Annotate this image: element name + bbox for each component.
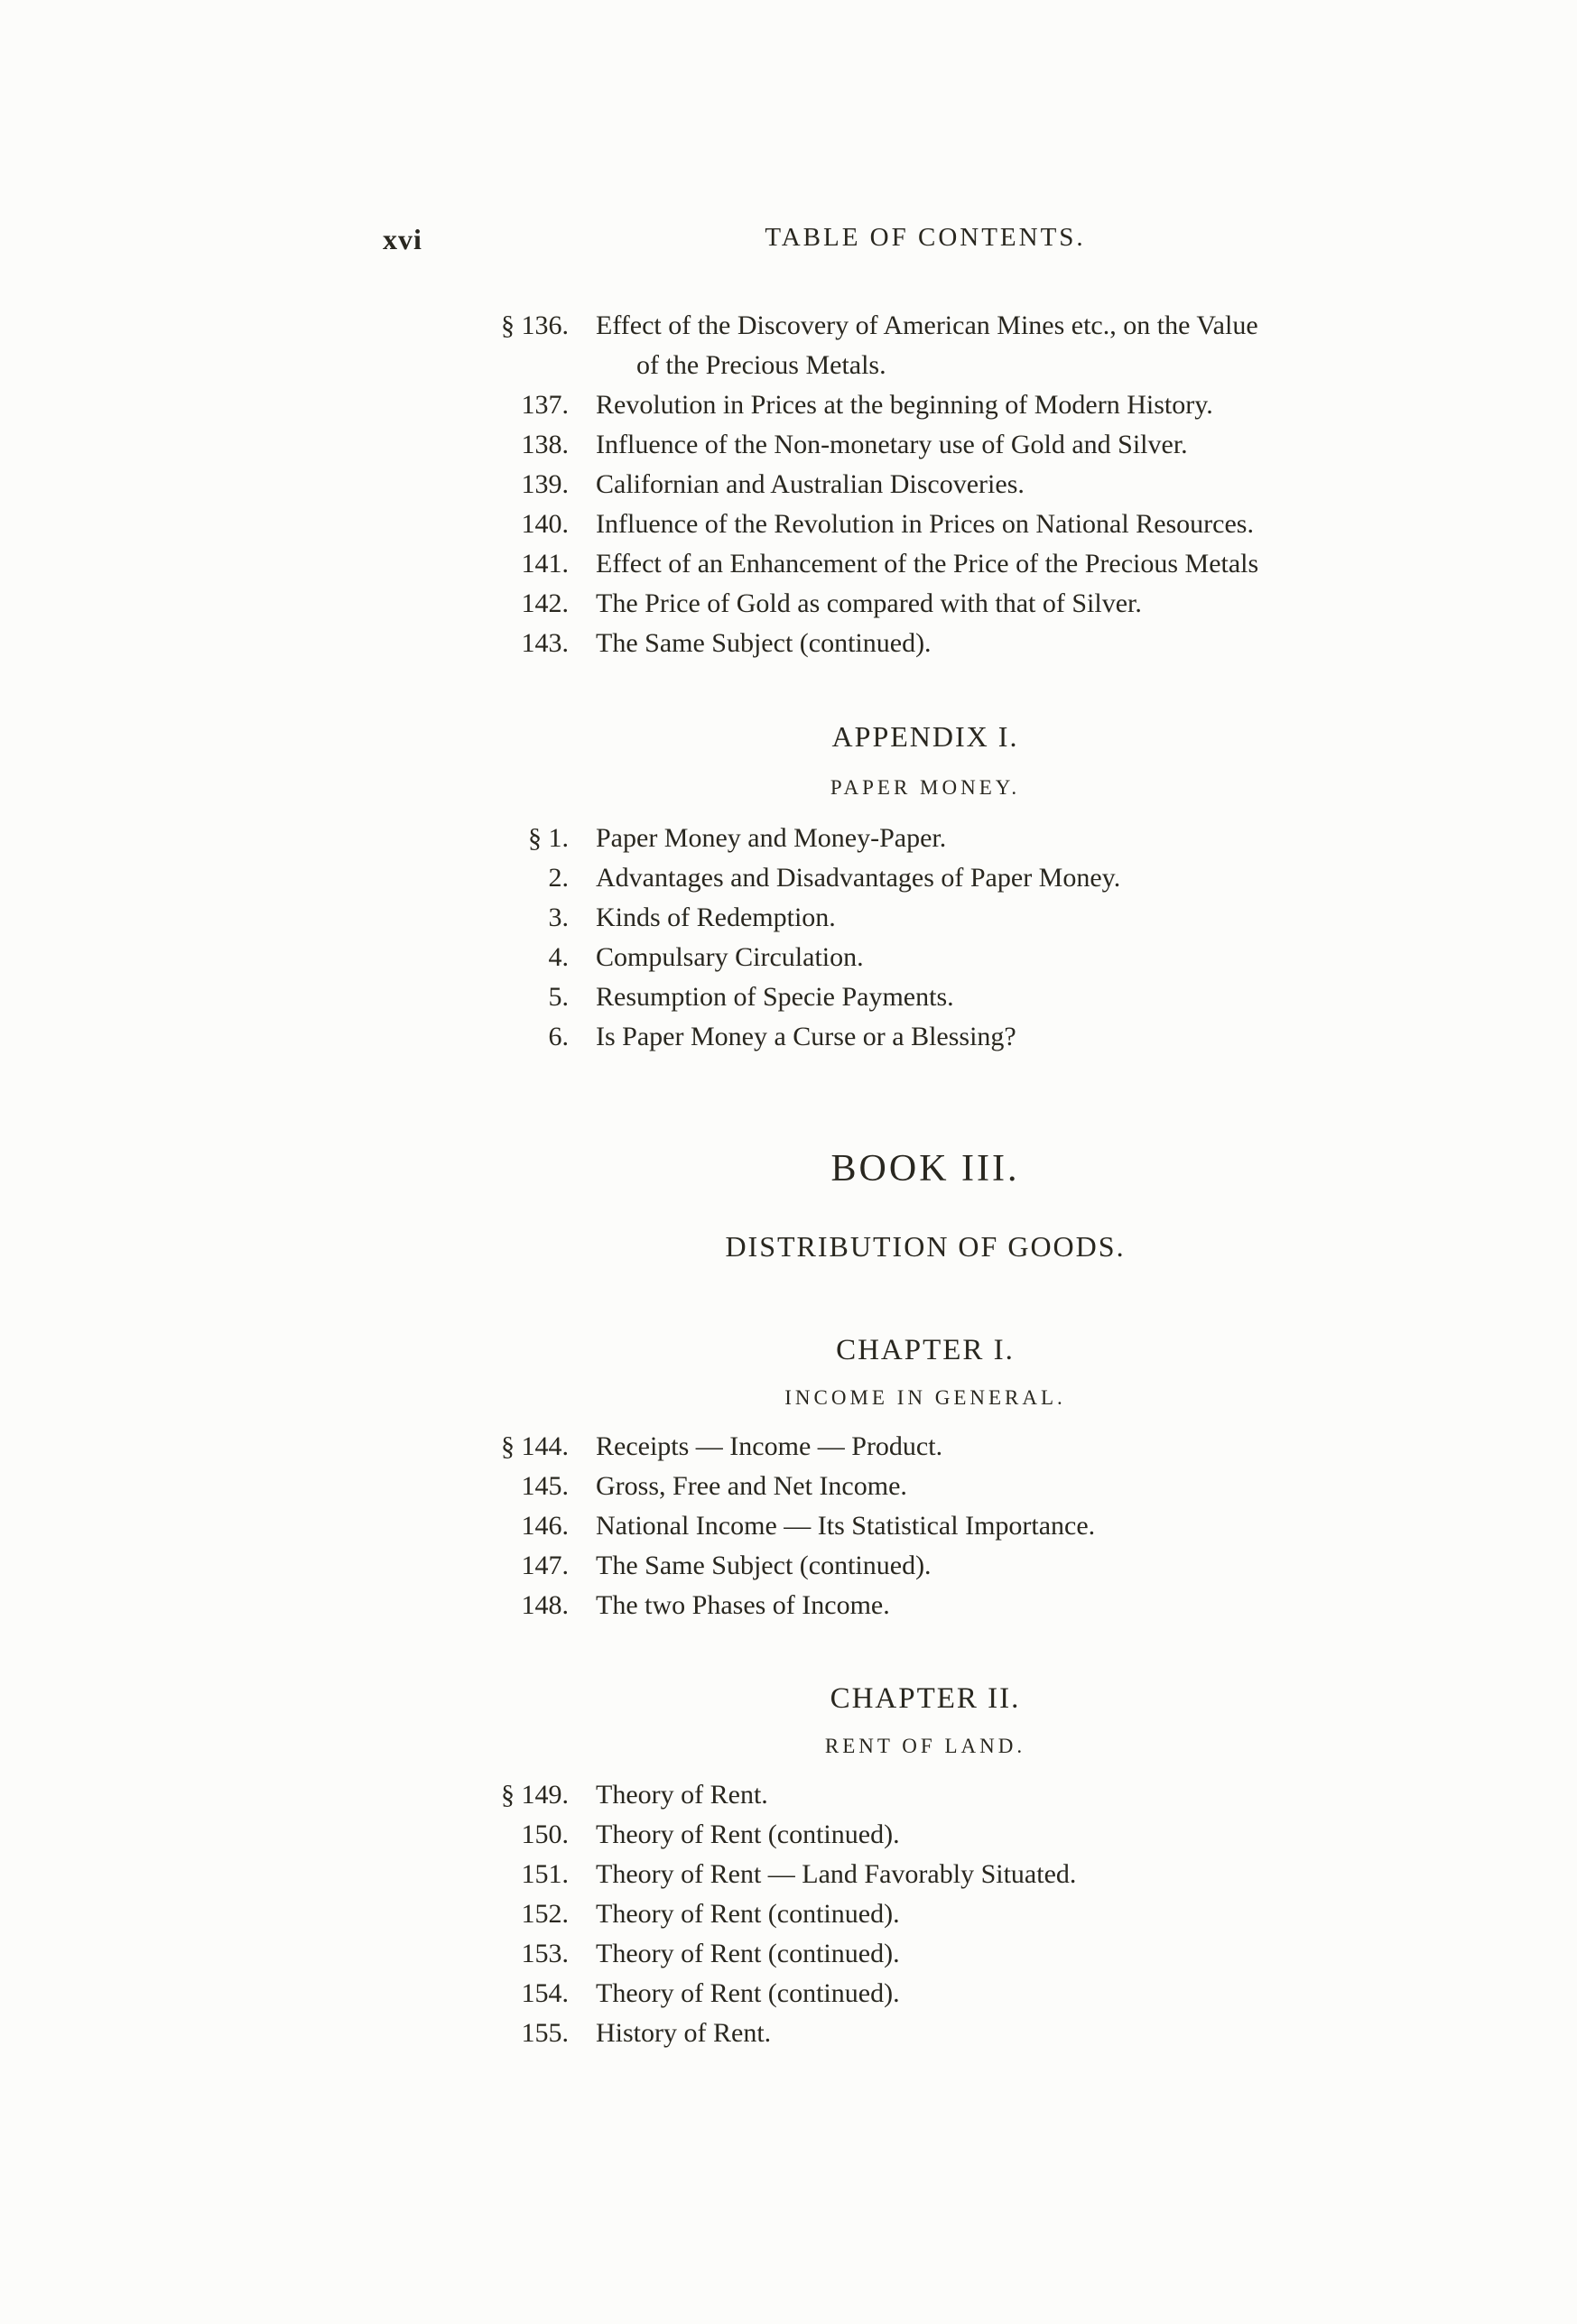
entry-number: 147.	[521, 1551, 569, 1580]
entry-text: The Same Subject (continued).	[596, 1551, 932, 1580]
entry-number: § 149.	[501, 1780, 569, 1810]
appendix-heading: APPENDIX I.	[831, 720, 1019, 753]
toc-entry	[388, 1894, 1462, 1934]
toc-entry	[388, 505, 1462, 544]
toc-entry	[388, 624, 1462, 663]
entry-text: Theory of Rent (continued).	[596, 1939, 900, 1968]
page-header	[383, 219, 1462, 255]
appendix-subheading: PAPER MONEY.	[830, 776, 1021, 799]
toc-entry	[388, 544, 1462, 584]
toc-entry	[388, 1586, 1462, 1625]
entry-text: The Same Subject (continued).	[596, 628, 932, 658]
entry-number: § 144.	[501, 1431, 569, 1461]
toc-entry	[388, 306, 1462, 385]
entry-number: 153.	[521, 1939, 569, 1968]
chapter2-subheading: RENT OF LAND.	[824, 1735, 1026, 1757]
book-subheading: DISTRIBUTION OF GOODS.	[725, 1230, 1126, 1263]
entry-text: Advantages and Disadvantages of Paper Money.	[596, 863, 1121, 893]
entry-number: 152.	[521, 1899, 569, 1929]
toc-entry	[388, 938, 1462, 977]
entry-text: National Income — Its Statistical Importance.	[596, 1511, 1096, 1541]
entry-text: The two Phases of Income.	[596, 1590, 890, 1620]
entry-number: 151.	[521, 1859, 569, 1889]
toc-entry	[388, 2014, 1462, 2053]
entry-text: Influence of the Revolution in Prices on National Resources.	[596, 509, 1254, 539]
entry-text: Californian and Australian Discoveries.	[596, 469, 1025, 499]
entry-text: Theory of Rent (continued).	[596, 1978, 900, 2008]
toc-entry	[388, 1017, 1462, 1057]
book-heading: BOOK III.	[830, 1148, 1020, 1190]
entry-text-line2: of the Precious Metals.	[636, 350, 886, 380]
chapter1-subheading: INCOME IN GENERAL.	[784, 1386, 1066, 1409]
toc-entry	[388, 1855, 1462, 1894]
entry-text-line1: Effect of the Discovery of American Mines etc., on the Value	[596, 310, 1258, 340]
entry-number: 150.	[521, 1819, 569, 1849]
entry-number: 148.	[521, 1590, 569, 1620]
toc-entry	[388, 977, 1462, 1017]
entry-text: Resumption of Specie Payments.	[596, 982, 954, 1012]
entry-number: 3.	[548, 903, 569, 932]
toc-entry	[388, 1775, 1462, 1815]
entry-number: 4.	[548, 942, 569, 972]
toc-entry	[388, 858, 1462, 898]
appendix-entry-list	[388, 819, 1462, 1057]
entry-number: 140.	[521, 509, 569, 539]
toc-entry	[388, 898, 1462, 938]
entry-number: 141.	[521, 549, 569, 579]
entry-text: The Price of Gold as compared with that of Silver.	[596, 588, 1142, 618]
entry-number: 2.	[548, 863, 569, 893]
entry-number: 137.	[521, 390, 569, 420]
main-entry-list	[388, 306, 1462, 663]
chapter2-heading: CHAPTER II.	[830, 1682, 1021, 1715]
entry-text: Receipts — Income — Product.	[596, 1431, 943, 1461]
chapter1-entry-list	[388, 1427, 1462, 1625]
entry-text: Kinds of Redemption.	[596, 903, 836, 932]
entry-number: 142.	[521, 588, 569, 618]
toc-entry	[388, 1506, 1462, 1546]
toc-entry	[388, 1427, 1462, 1467]
entry-text: Gross, Free and Net Income.	[596, 1471, 907, 1501]
entry-number: 139.	[521, 469, 569, 499]
toc-entry	[388, 1815, 1462, 1855]
toc-entry	[388, 385, 1462, 425]
chapter2-entry-list	[388, 1775, 1462, 2053]
toc-entry	[388, 1467, 1462, 1506]
entry-text: Theory of Rent (continued).	[596, 1899, 900, 1929]
entry-number: 138.	[521, 430, 569, 459]
entry-text: Theory of Rent — Land Favorably Situated.	[596, 1859, 1077, 1889]
entry-text: Paper Money and Money-Paper.	[596, 823, 947, 853]
entry-text: Theory of Rent (continued).	[596, 1819, 900, 1849]
toc-page	[383, 0, 1462, 2053]
toc-entry	[388, 425, 1462, 465]
entry-text: Theory of Rent.	[596, 1780, 768, 1810]
toc-entry	[388, 1546, 1462, 1586]
entry-text: Effect of an Enhancement of the Price of the Precious Metals	[596, 549, 1259, 579]
entry-text: History of Rent.	[596, 2018, 772, 2048]
entry-number: 143.	[521, 628, 569, 658]
entry-number: 155.	[521, 2018, 569, 2048]
entry-text: Is Paper Money a Curse or a Blessing?	[596, 1022, 1016, 1051]
entry-number: 154.	[521, 1978, 569, 2008]
entry-number: § 1.	[528, 823, 569, 853]
chapter1-heading: CHAPTER I.	[836, 1334, 1015, 1366]
entry-number: 146.	[521, 1511, 569, 1541]
entry-text	[596, 306, 1258, 385]
toc-entry	[388, 465, 1462, 505]
entry-number: 145.	[521, 1471, 569, 1501]
entry-number: 6.	[548, 1022, 569, 1051]
entry-text: Influence of the Non-monetary use of Gold and Silver.	[596, 430, 1188, 459]
entry-number: § 136.	[501, 310, 569, 340]
toc-entry	[388, 1934, 1462, 1974]
page-title: TABLE OF CONTENTS.	[765, 223, 1086, 252]
entry-text: Compulsary Circulation.	[596, 942, 864, 972]
entry-text: Revolution in Prices at the beginning of Modern History.	[596, 390, 1213, 420]
toc-entry	[388, 819, 1462, 858]
toc-entry	[388, 584, 1462, 624]
page-number: xvi	[383, 223, 422, 255]
toc-entry	[388, 1974, 1462, 2014]
entry-number: 5.	[548, 982, 569, 1012]
